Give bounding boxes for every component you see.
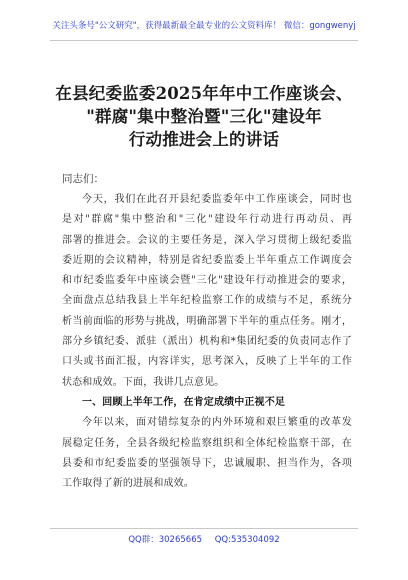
- footer-qq-number: QQ:535304092: [214, 535, 280, 545]
- footer-qq-group: QQ群：30265665: [128, 535, 203, 545]
- body-line: 析当前面临的形势与挑战，明确部署下半年的重点任务。刚才，: [62, 315, 352, 327]
- body-line: 工作取得了新的进展和成效。: [62, 478, 194, 490]
- section-heading: 一、回顾上半年工作，在肯定成绩中正视不足: [82, 396, 285, 408]
- footer-divider: [50, 528, 358, 529]
- body-line: 口头或书面汇报，内容详实，思考深入，反映了上半年的工作: [62, 356, 352, 368]
- body-line: 全面盘点总结我县上半年纪检监察工作的成绩与不足，系统分: [62, 295, 352, 307]
- title-line-3: 行动推进会上的讲话: [128, 130, 280, 149]
- body-line: 部署的推进会。会议的主要任务是，深入学习贯彻上级纪委监: [62, 234, 352, 246]
- salutation: 同志们：: [62, 173, 104, 185]
- title-line-2: "群腐"集中整治暨"三化"建设年: [86, 107, 322, 126]
- body-line: 展稳定任务，全县各级纪检监察组织和全体纪检监察干部，在: [62, 437, 352, 449]
- body-line: 委近期的会议精神，特别是省纪委监委上半年重点工作调度会: [62, 254, 352, 266]
- title-line-1: 在县纪委监委2025年年中工作座谈会、: [55, 84, 353, 103]
- header-banner: 关注头条号"公文研究"，获得最新最全最专业的公文资料库！ 微信：gongwenyj: [52, 21, 356, 31]
- body-line: 和市纪委监委年中座谈会暨"三化"建设年行动推进会的要求，: [62, 275, 352, 287]
- body-line: 部分乡镇纪委、派驻（派出）机构和*集团纪委的负责同志作了: [62, 336, 352, 348]
- document-title: [30, 82, 378, 151]
- header-divider: [50, 40, 358, 41]
- body-line: 是对"群腐"集中整治和"三化"建设年行动进行再动员、再: [62, 214, 352, 226]
- footer-contact: [44, 534, 364, 546]
- body-line: 县委和市纪委监委的坚强领导下，忠诚履职、担当作为，各项: [62, 457, 352, 469]
- body-text: [62, 190, 352, 494]
- body-line: 状态和成效。下面，我讲几点意见。: [62, 376, 225, 388]
- body-line: 今天，我们在此召开县纪委监委年中工作座谈会，同时也: [82, 194, 352, 205]
- body-line: 今年以来，面对错综复杂的内外环境和艰巨繁重的改革发: [82, 417, 352, 429]
